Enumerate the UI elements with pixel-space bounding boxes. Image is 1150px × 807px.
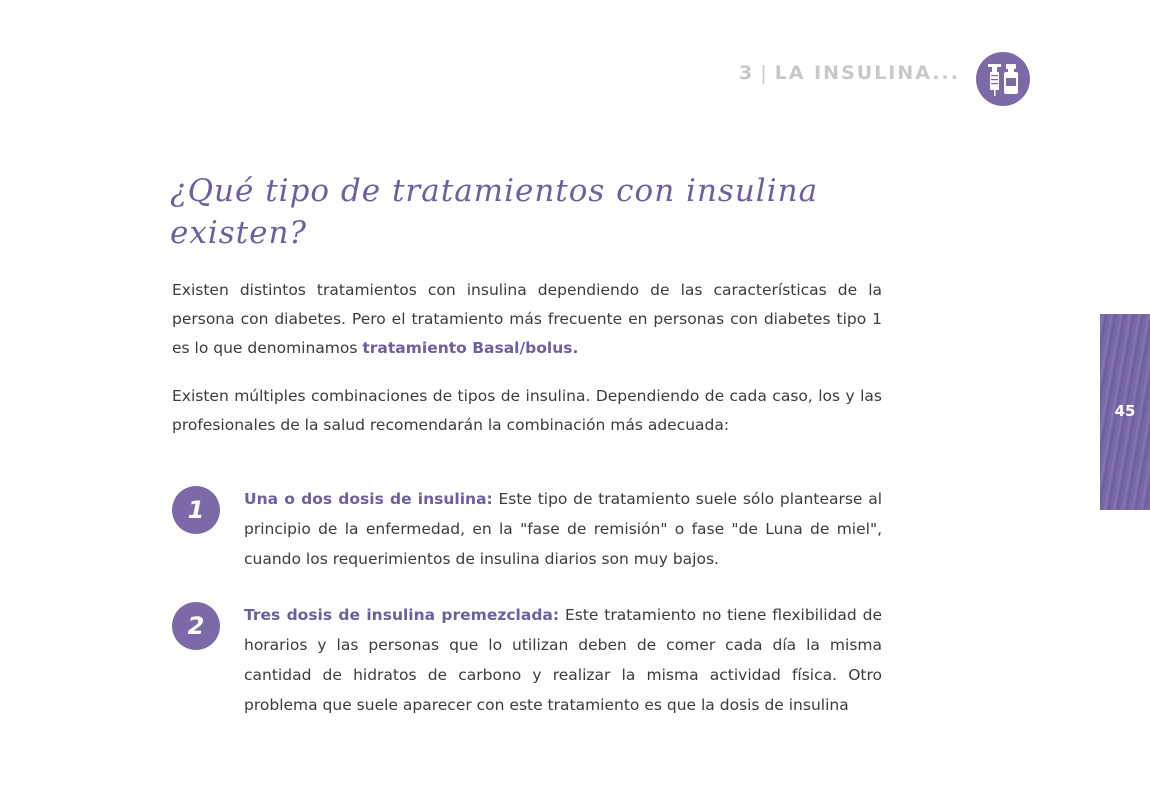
item-body: Este tipo de tratamiento suele sólo plantearse al principio de la enfermedad, en la "fase de remisión" o fase "de Luna de miel", cuando los requerimientos de insulina diarios son muy bajos. [244,490,882,568]
list-item [172,600,882,720]
intro-highlight: tratamiento Basal/bolus. [362,339,579,357]
chapter-title: LA INSULINA... [774,62,960,84]
item-text [244,484,882,574]
list-item [172,484,882,574]
item-lead: Una o dos dosis de insulina: [244,490,493,508]
item-number-badge: 1 [172,486,220,534]
item-body: Este tratamiento no tiene flexibilidad de horarios y las personas que lo utilizan deben de comer cada día la misma cantidad de hidratos de carbono y realizar la misma actividad física. Otro problema que suele aparecer con este tratamiento es que la dosis de insulina [244,606,882,714]
syringe-vial-icon [976,52,1030,106]
intro-text: Existen distintos tratamientos con insulina dependiendo de las características de la persona con diabetes. Pero el tratamiento más frecuente en personas con diabetes tipo 1 es lo que denominamos [172,281,882,357]
page-title: ¿Qué tipo de tratamientos con insulina existen? [170,173,819,251]
item-lead: Tres dosis de insulina premezclada: [244,606,560,624]
page-number: 45 [1114,402,1136,420]
chapter-number: 3 [739,62,755,84]
item-text [244,600,882,720]
combinations-paragraph: Existen múltiples combinaciones de tipos de insulina. Dependiendo de cada caso, los y las profesionales de la salud recomendarán la combinación más adecuada: [172,387,882,434]
intro-paragraph [172,276,882,363]
chapter-separator: | [760,62,769,84]
chapter-header [739,62,960,84]
item-number-badge: 2 [172,602,220,650]
